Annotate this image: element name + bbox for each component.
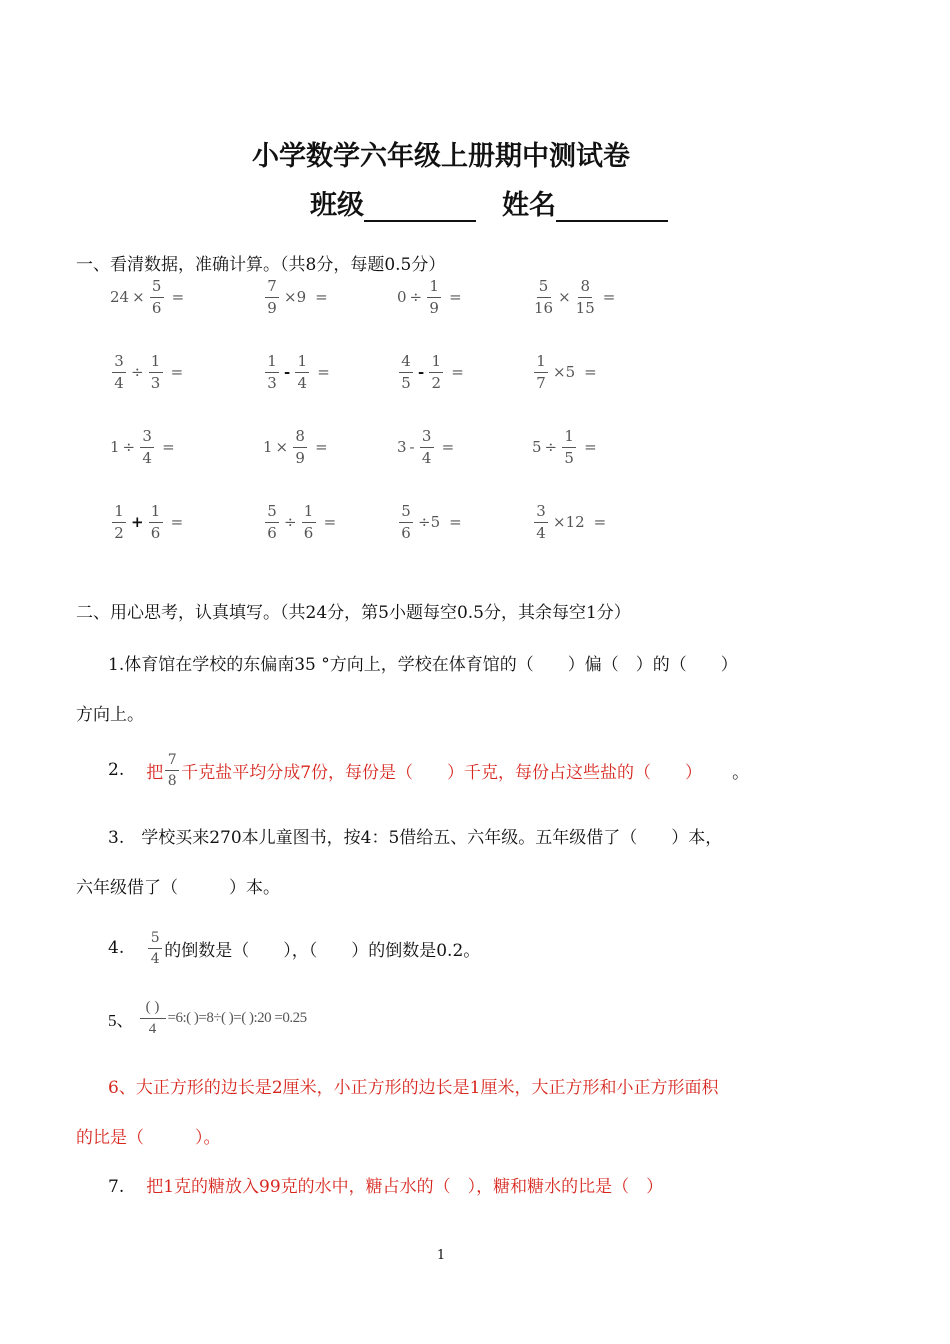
term: 24 — [110, 288, 130, 306]
fraction — [534, 276, 554, 317]
term: 1 — [263, 438, 273, 456]
term: 5 — [532, 438, 542, 456]
fraction-denominator: 4 — [142, 448, 152, 467]
fraction-numerator: 5 — [150, 279, 164, 298]
question-5 — [108, 993, 307, 1043]
class-blank[interactable] — [364, 194, 476, 222]
fraction — [293, 426, 307, 467]
student-info — [310, 183, 668, 222]
fraction-numerator: 8 — [578, 279, 592, 298]
fraction-denominator: 4 — [536, 523, 546, 542]
operator: - — [418, 363, 425, 381]
calc-expression — [397, 347, 464, 397]
fraction-numerator: 5 — [265, 504, 279, 523]
question-7 — [108, 1172, 663, 1197]
fraction — [429, 351, 443, 392]
fraction — [150, 276, 164, 317]
equals-sign: = — [451, 363, 464, 381]
fraction — [112, 351, 126, 392]
fraction — [149, 351, 163, 392]
fraction-denominator: 16 — [534, 298, 554, 317]
fraction — [399, 351, 413, 392]
operator: ÷ — [131, 363, 144, 381]
fraction-numerator: 1 — [562, 429, 576, 448]
fraction-denominator: 7 — [536, 373, 546, 392]
fraction — [265, 276, 279, 317]
fraction-denominator: 3 — [267, 373, 277, 392]
fraction — [534, 351, 548, 392]
question-4 — [108, 925, 480, 971]
fraction-numerator: 1 — [302, 504, 316, 523]
fraction-numerator: 1 — [427, 279, 441, 298]
fraction-numerator: 3 — [420, 429, 434, 448]
fraction-denominator: 3 — [150, 373, 161, 392]
question-2-text: 千克盐平均分成7份，每份是（ ）千克，每份占这些盐的（ ） — [181, 762, 703, 783]
fraction-numerator: 7 — [165, 753, 179, 771]
calc-expression — [532, 422, 597, 472]
fraction-denominator: 4 — [114, 373, 124, 392]
fraction — [399, 501, 413, 542]
question-2-fraction — [165, 753, 179, 788]
question-2 — [108, 750, 749, 790]
fraction — [265, 501, 279, 542]
question-2-number: 2. — [108, 760, 125, 780]
calc-expression — [532, 272, 615, 322]
fraction-denominator: 6 — [151, 298, 162, 317]
fraction-numerator: 3 — [534, 504, 548, 523]
fraction-denominator: 2 — [114, 523, 124, 542]
equals-sign: = — [323, 513, 337, 531]
section2-heading: 二、用心思考，认真填写。（共24分，第5小题每空0.5分，其余每空1分） — [76, 603, 631, 623]
calc-expression — [397, 422, 454, 472]
question-7-text: 把1克的糖放入99克的水中，糖占水的（ ），糖和糖水的比是（ ） — [146, 1177, 664, 1197]
page-number: 1 — [436, 1248, 446, 1263]
equals-sign: = — [449, 288, 462, 306]
fraction-denominator: 8 — [167, 772, 177, 789]
fraction-denominator: 6 — [303, 523, 314, 542]
question-5-text: =6:( )=8÷( )=( ):20 =0.25 — [167, 1009, 307, 1026]
fraction-numerator: 1 — [149, 504, 163, 523]
question-3-line1: 3. 学校买来270本儿童图书，按4：5借给五、六年级。五年级借了（ ）本， — [108, 828, 723, 848]
fraction-numerator: 4 — [399, 354, 413, 373]
question-4-fraction — [148, 931, 162, 966]
fraction-numerator: 5 — [399, 504, 413, 523]
fraction — [420, 426, 434, 467]
fraction-denominator: 6 — [267, 523, 277, 542]
fraction-denominator: 15 — [575, 298, 595, 317]
term: 0 — [397, 288, 407, 306]
fraction-numerator: 3 — [112, 354, 126, 373]
fraction — [534, 501, 548, 542]
calc-expression — [263, 272, 328, 322]
equals-sign: = — [170, 363, 184, 381]
question-6-line1: 6、大正方形的边长是2厘米，小正方形的边长是1厘米，大正方形和小正方形面积 — [108, 1078, 719, 1098]
fraction — [265, 351, 279, 392]
calc-expression — [263, 347, 330, 397]
fraction-numerator: 8 — [293, 429, 307, 448]
equals-sign: = — [315, 288, 328, 306]
fraction — [562, 426, 576, 467]
page-title: 小学数学六年级上册期中测试卷 — [252, 141, 630, 172]
fraction-denominator: 4 — [297, 373, 307, 392]
question-2-pre: 把 — [146, 762, 164, 783]
fraction-denominator: 4 — [148, 1020, 157, 1037]
operator: ÷ — [122, 438, 136, 456]
fraction — [302, 501, 316, 542]
fraction-numerator: 5 — [148, 931, 162, 949]
operator: ×12 — [553, 513, 585, 531]
equals-sign: = — [584, 363, 597, 381]
fraction-denominator: 4 — [150, 950, 160, 967]
calc-expression — [263, 422, 328, 472]
fraction-denominator: 2 — [431, 373, 441, 392]
fraction-denominator: 6 — [150, 523, 161, 542]
equals-sign: = — [602, 288, 616, 306]
question-4-text: 的倒数是（ ），（ ）的倒数是0.2。 — [164, 940, 481, 961]
section1-heading: 一、看清数据，准确计算。（共8分，每题0.5分） — [76, 255, 446, 275]
equals-sign: = — [170, 513, 184, 531]
question-6-line2: 的比是（ ）。 — [76, 1128, 221, 1148]
operator: + — [131, 513, 144, 531]
fraction — [427, 276, 441, 317]
operator: ÷ — [544, 438, 558, 456]
calc-expression — [263, 497, 336, 547]
operator: × — [132, 288, 145, 306]
operator: - — [284, 363, 291, 381]
calc-expression — [532, 347, 597, 397]
operator: - — [409, 438, 415, 456]
fraction-numerator: 1 — [112, 504, 126, 523]
question-1-line2: 方向上。 — [76, 705, 144, 725]
operator: ÷5 — [418, 513, 441, 531]
fraction-denominator: 6 — [401, 523, 411, 542]
fraction-numerator: 5 — [537, 279, 551, 298]
question-4-number: 4. — [108, 938, 125, 958]
calc-expression — [532, 497, 606, 547]
operator: × — [558, 288, 571, 306]
equals-sign: = — [317, 363, 330, 381]
calc-expression — [110, 347, 183, 397]
fraction-denominator: 5 — [564, 448, 574, 467]
fraction-numerator: ( ) — [140, 1000, 166, 1019]
fraction-denominator: 4 — [421, 448, 432, 467]
operator: ÷ — [284, 513, 297, 531]
operator: × — [275, 438, 289, 456]
equals-sign: = — [171, 288, 185, 306]
term: 3 — [397, 438, 407, 456]
equals-sign: = — [315, 438, 328, 456]
question-5-fraction — [140, 1000, 166, 1037]
equals-sign: = — [449, 513, 462, 531]
fraction — [575, 276, 595, 317]
fraction-numerator: 7 — [265, 279, 279, 298]
class-label: 班级 — [310, 190, 364, 221]
equals-sign: = — [441, 438, 455, 456]
fraction-numerator: 1 — [265, 354, 279, 373]
calc-expression — [110, 272, 184, 322]
fraction-numerator: 1 — [429, 354, 443, 373]
fraction — [140, 426, 154, 467]
name-blank[interactable] — [556, 194, 668, 222]
fraction-denominator: 9 — [267, 298, 277, 317]
calc-expression — [397, 272, 462, 322]
term: 1 — [110, 438, 120, 456]
question-7-number: 7. — [108, 1177, 125, 1197]
name-label: 姓名 — [502, 190, 556, 221]
fraction-numerator: 1 — [149, 354, 163, 373]
question-3-line2: 六年级借了（ ）本。 — [76, 878, 280, 898]
fraction-denominator: 9 — [429, 298, 439, 317]
fraction-denominator: 5 — [401, 373, 411, 392]
fraction-numerator: 1 — [295, 354, 309, 373]
operator: ÷ — [409, 288, 423, 306]
operator: ×5 — [553, 363, 576, 381]
equals-sign: = — [593, 513, 607, 531]
question-1-line1: 1.体育馆在学校的东偏南35 °方向上，学校在体育馆的（ ）偏（ ）的（ ） — [108, 655, 738, 675]
operator: ×9 — [284, 288, 307, 306]
equals-sign: = — [584, 438, 597, 456]
fraction-numerator: 3 — [140, 429, 154, 448]
question-2-end: 。 — [732, 762, 750, 783]
fraction — [149, 501, 163, 542]
fraction-numerator: 1 — [534, 354, 548, 373]
calc-expression — [110, 422, 175, 472]
equals-sign: = — [162, 438, 175, 456]
fraction-denominator: 9 — [295, 448, 305, 467]
calc-expression — [397, 497, 462, 547]
question-5-number: 5、 — [108, 1010, 134, 1030]
calc-expression — [110, 497, 183, 547]
fraction — [112, 501, 126, 542]
fraction — [295, 351, 309, 392]
